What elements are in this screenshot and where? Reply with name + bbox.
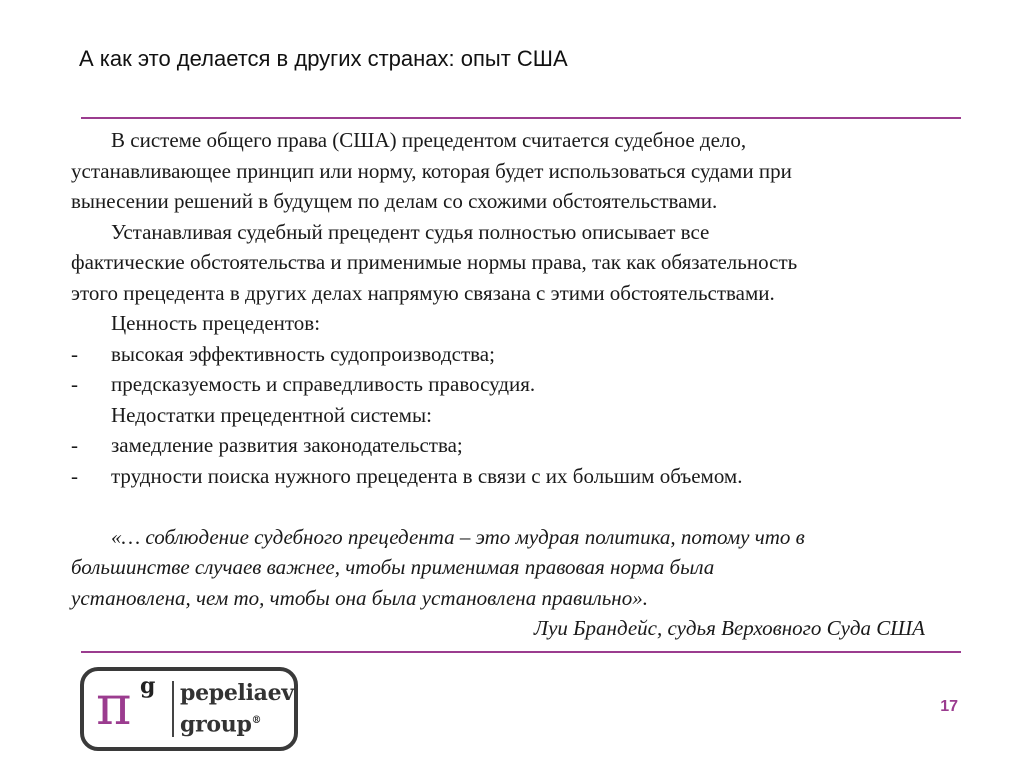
bullet-dash: -: [71, 372, 78, 396]
logo-superscript: g: [140, 673, 156, 699]
list-item: [71, 461, 971, 492]
top-divider: [81, 117, 961, 119]
list-item-text: замедление развития законодательства;: [111, 433, 463, 457]
pi-symbol-icon: π: [96, 674, 132, 737]
bullet-dash: -: [71, 433, 78, 457]
advantages-heading: Ценность прецедентов:: [111, 311, 321, 335]
list-item: [71, 430, 971, 461]
bullet-dash: -: [71, 463, 78, 488]
list-item: [71, 369, 971, 400]
quote-line: установлена, чем то, чтобы она была установлена правильно».: [71, 585, 648, 610]
quote-line: «… соблюдение судебного прецедента – это мудрая политика, потому что в: [111, 524, 805, 549]
logo-line-1: pepeliaev: [180, 680, 294, 706]
pepeliaev-group-logo: [80, 667, 298, 751]
body-line: В системе общего права (США) прецедентом считается судебное дело,: [111, 128, 747, 152]
quote-line: большинстве случаев важнее, чтобы применимая правовая норма была: [71, 555, 715, 579]
body-line: Устанавливая судебный прецедент судья полностью описывает все: [111, 219, 710, 244]
list-item-text: предсказуемость и справедливость правосудия.: [111, 372, 536, 396]
page-number: 17: [940, 698, 958, 715]
quote-attribution: Луи Брандейс, судья Верховного Суда США: [533, 616, 925, 640]
spacer: [71, 491, 971, 522]
bottom-divider: [81, 651, 961, 653]
body-line: устанавливающее принцип или норму, которая будет использоваться судами при: [71, 158, 792, 183]
body-line: фактические обстоятельства и применимые нормы права, так как обязательность: [71, 250, 798, 274]
slide-title: А как это делается в других странах: опыт США: [79, 46, 568, 71]
list-item-text: высокая эффективность судопроизводства;: [111, 341, 495, 366]
logo-divider: [172, 681, 174, 737]
logo-wordmark: [180, 680, 294, 738]
list-item: [71, 339, 971, 370]
body-line: этого прецедента в других делах напрямую связана с этими обстоятельствами.: [71, 280, 775, 305]
list-item-text: трудности поиска нужного прецедента в связи с их большим объемом.: [111, 463, 743, 488]
disadvantages-heading: Недостатки прецедентной системы:: [111, 402, 432, 427]
bullet-dash: -: [71, 341, 78, 366]
logo-line-2: group®: [180, 711, 262, 738]
body-line: вынесении решений в будущем по делам со схожими обстоятельствами.: [71, 189, 718, 213]
slide-body: [71, 125, 971, 644]
